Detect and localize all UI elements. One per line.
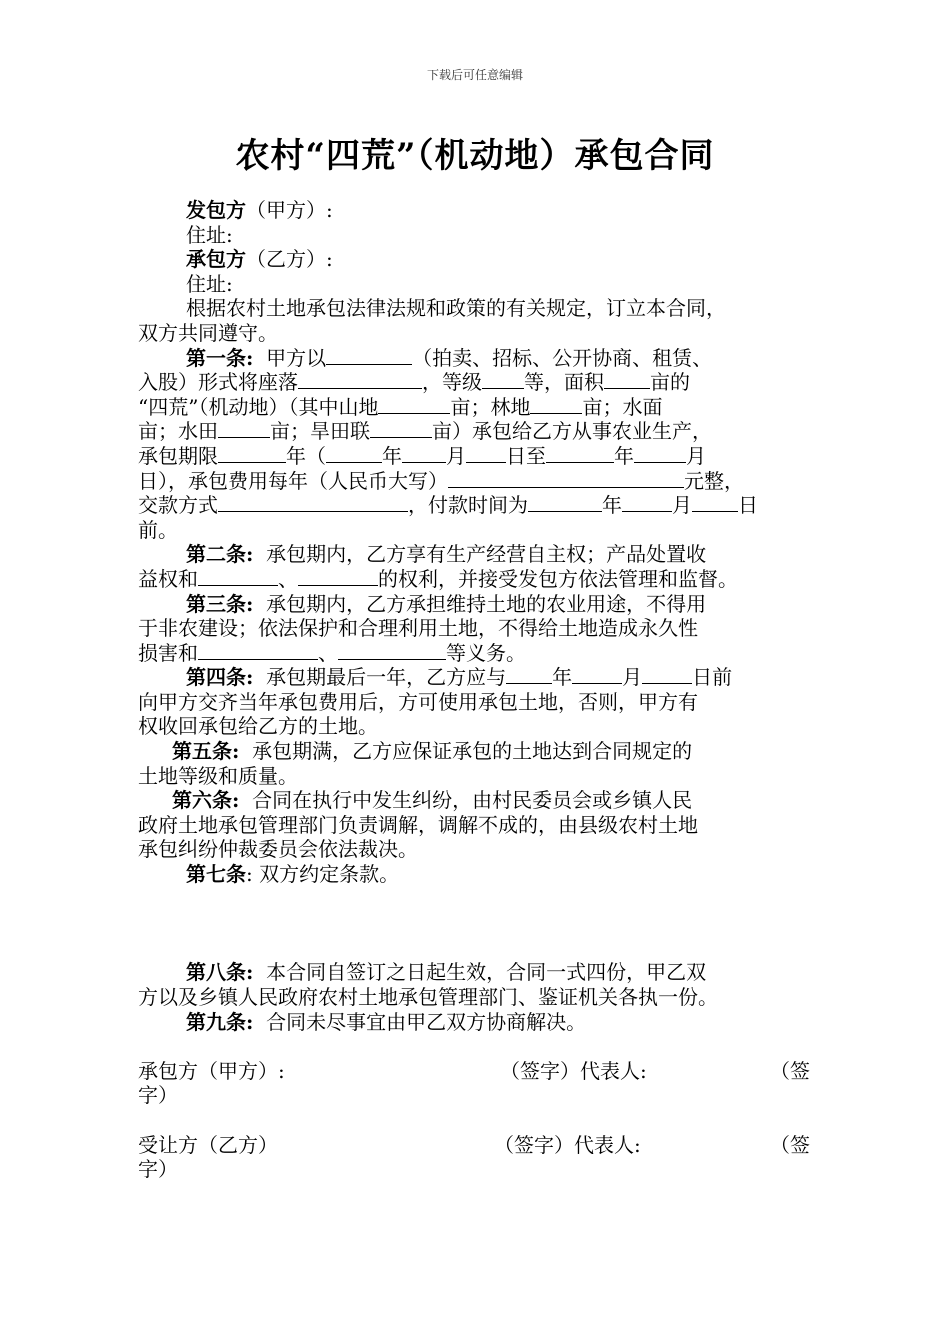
preamble-line: 根据农村土地承包法律法规和政策的有关规定，订立本合同， bbox=[186, 296, 726, 321]
article-4: 第四条: 承包期最后一年，乙方应与 年 月 日前 bbox=[186, 665, 733, 690]
signature-party-a: 承包方（甲方）: （签字）代表人: （签 bbox=[138, 1058, 810, 1083]
article-3: 第三条: 承包期内，乙方承担维持土地的农业用途，不得用 bbox=[186, 591, 707, 616]
preamble-line: 双方共同遵守。 bbox=[138, 320, 278, 345]
contract-body: 发包方（甲方）: 住址: 承包方（乙方）: 住址: 根据农村土地承包法律法规和政策的有关规定，订立本合同， 双方共同遵守。 第一条: 甲方以 （拍卖、招标、公开协商、租赁、 入股）形式将座落 ，等级 等，面积 亩的 “四荒”（机动地）（其中山地 亩；林地 亩；水面 亩；水田 亩；旱田联 亩）承包给乙方从事农业生产， 承包期限 年（ 年 月 日至 年 月 日），承包费用每年（人民币大写） 元整， 交款方式 ，付款时间为 年 月 日 前。 第二条: 承包期内，乙方享有生产经营自主权；产品处置收 益权和 、 的权利，并接受发包方依法管理和监督。 第三条: 承包期内，乙方承担维持土地的农业用途，不得用 于非农建设；依法保护和合理利用土地，不得给土地造成永久性 损害和 、 等义务。 第四条: 承包期最后一年，乙方应与 年 月 日前 向甲方交齐当年承包费用后，方可使用承包土地，否则，甲方有 权收回承包给乙方的土地。 第五条: 承包期满，乙方应保证承包的土地达到合同规定的 土地等级和质量。 第六条: 合同在执行中发生纠纷，由村民委员会或乡镇人民 政府土地承包管理部门负责调解，调解不成的，由县级农村土地 承包纠纷仲裁委员会依法裁决。 第七条: 双方约定条款。 第八条: 本合同自签订之日起生效，合同一式四份，甲乙双 方以及乡镇人民政府农村土地承包管理部门、鉴证机关各执一份。 第九条: 合同未尽事宜由甲乙双方协商解决。 承包方（甲方）: （签字）代表人: （签 字） 受让方（乙方） （签字）代表人: （签 字） bbox=[138, 198, 818, 1182]
address-a: 住址: bbox=[186, 222, 233, 247]
article-9: 第九条: 合同未尽事宜由甲乙双方协商解决。 bbox=[186, 1009, 587, 1034]
article-5: 第五条: 承包期满，乙方应保证承包的土地达到合同规定的 bbox=[172, 739, 693, 764]
header-note: 下载后可任意编辑 bbox=[426, 68, 523, 82]
article-1: 第一条: 甲方以 （拍卖、招标、公开协商、租赁、 bbox=[186, 345, 713, 370]
signature-party-b: 受让方（乙方） （签字）代表人: （签 bbox=[138, 1132, 810, 1157]
article-2: 第二条: 承包期内，乙方享有生产经营自主权；产品处置收 bbox=[186, 542, 707, 567]
address-b: 住址: bbox=[186, 271, 233, 296]
page-title: 农村“四荒”（机动地）承包合同 bbox=[235, 136, 715, 176]
party-b-line: 承包方（乙方）: bbox=[186, 247, 333, 272]
party-a-line: 发包方（甲方）: bbox=[186, 198, 333, 222]
article-8: 第八条: 本合同自签订之日起生效，合同一式四份，甲乙双 bbox=[186, 960, 707, 985]
article-7: 第七条: 双方约定条款。 bbox=[186, 862, 400, 887]
article-6: 第六条: 合同在执行中发生纠纷，由村民委员会或乡镇人民 bbox=[172, 788, 693, 813]
